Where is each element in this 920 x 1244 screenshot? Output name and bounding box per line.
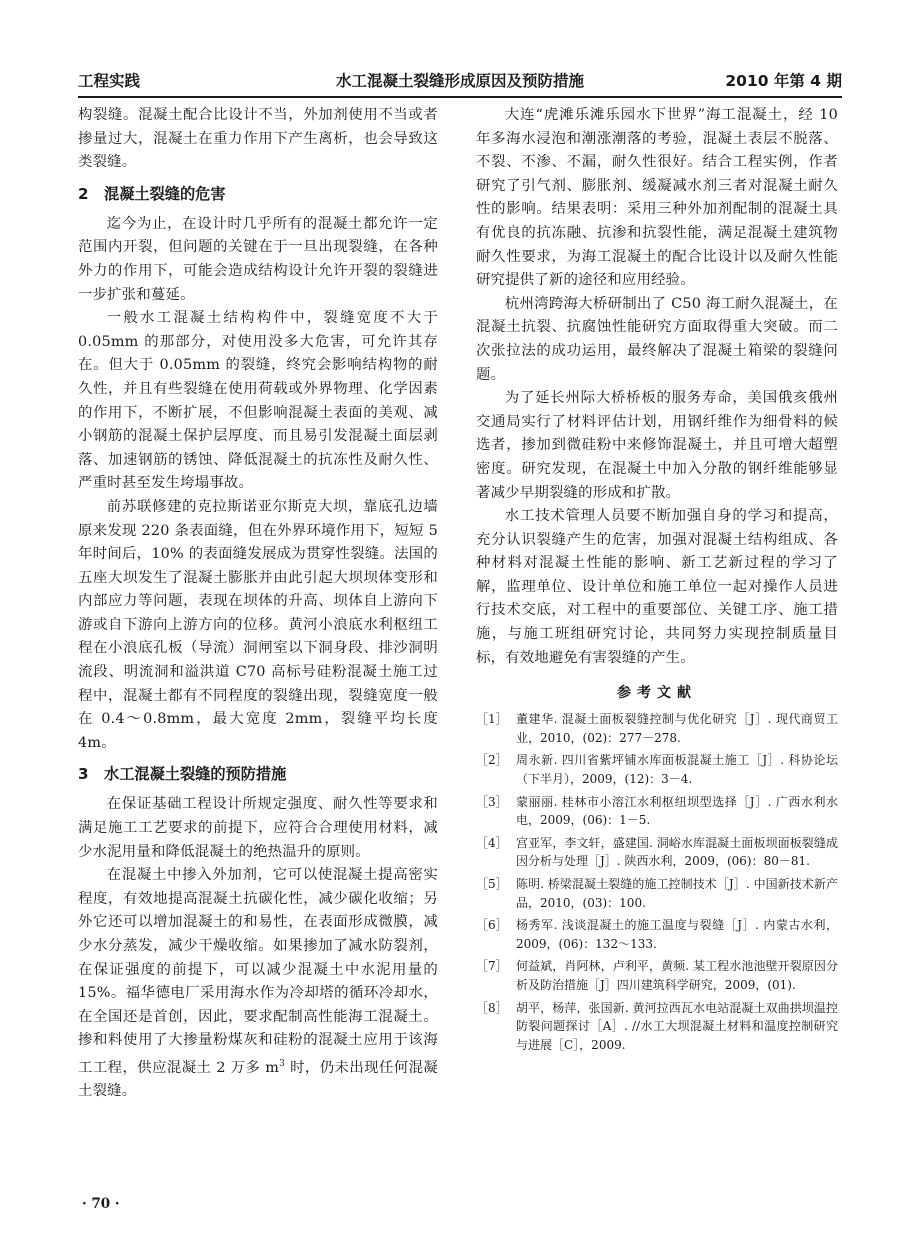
reference-text: 陈明. 桥梁混凝土裂缝的施工控制技术［J］. 中国新技术新产品，2010，(03)：100. xyxy=(516,877,838,910)
reference-item xyxy=(476,710,838,747)
references-heading: 参考文献 xyxy=(617,685,697,702)
reference-text: 蒙丽丽. 桂林市小溶江水利枢纽坝型选择［J］. 广西水利水电，2009，(06)：1－5. xyxy=(516,794,838,828)
section-title: 水工混凝土裂缝的预防措施 xyxy=(104,765,287,784)
reference-text: 董建华. 混凝土面板裂缝控制与优化研究［J］. 现代商贸工业，2010，(02)：277－278. xyxy=(516,712,838,745)
reference-number: ［4］ xyxy=(476,835,508,850)
header-title: 水工混凝土裂缝形成原因及预防措施 xyxy=(335,72,584,90)
paragraph-text: 在混凝土中掺入外加剂，它可以使混凝土提高密实程度，有效地提高混凝土抗碳化性，减少碳化收缩；另外它还可以增加混凝土的和易性，在表面形成微膜，减少水分蒸发，减少干燥收缩。如果掺加了减水防裂剂，在保证强度的前提下，可以减少混凝土中水泥用量的 15%。福华德电厂采用海水作为冷却塔的循环冷却水，在全国还是首创，因此，要求配制高性能海工混凝土。掺和料使用了大掺量粉煤灰和硅粉的混凝土应用于该海工工程，供应混凝土 2 万多 m xyxy=(78,867,438,1076)
reference-list xyxy=(476,710,838,1054)
reference-number: ［1］ xyxy=(476,712,508,727)
paragraph: 杭州湾跨海大桥研制出了 C50 海工耐久混凝土，在混凝土抗裂、抗腐蚀性能研究方面取得重大突破。而二次张拉法的成功运用，最终解决了混凝土箱梁的裂缝问题。 xyxy=(476,295,838,383)
paragraph: 在保证基础工程设计所规定强度、耐久性等要求和满足施工工艺要求的前提下，应符合合理使用材料，减少水泥用量和降低混凝土的绝热温升的原则。 xyxy=(78,796,438,860)
section-heading-2 xyxy=(78,183,438,205)
reference-number: ［5］ xyxy=(476,877,508,891)
reference-item xyxy=(476,916,838,953)
left-column xyxy=(78,104,438,1104)
reference-number: ［3］ xyxy=(476,794,508,809)
section-heading-3 xyxy=(78,763,438,785)
paragraph-tail: 时，仍未出现任何混凝土裂缝。 xyxy=(78,1059,438,1100)
section-number: 2 xyxy=(78,184,89,203)
header-section: 工程实践 xyxy=(78,72,141,90)
paragraph: 一般水工混凝土结构构件中，裂缝宽度不大于 0.05mm 的那部分，对使用没多大危害，可允许其存在。但大于 0.05mm 的裂缝，终究会影响结构物的耐久性，并且有些裂缝在使用荷载或外界物理、化学因素的作用下，不断扩展，不但影响混凝土表面的美观、减小钢筋的混凝土保护层厚度、而且易引发混凝土面层剥落、加速钢筋的锈蚀、降低混凝土的抗冻性及耐久性、严重时甚至发生垮塌事故。 xyxy=(78,310,438,492)
reference-text: 周永新. 四川省紫坪铺水库面板混凝土施工［J］. 科协论坛（下半月），2009，(12)：3－4. xyxy=(516,753,838,787)
reference-item xyxy=(476,957,838,994)
paragraph: 迄今为止，在设计时几乎所有的混凝土都允许一定范围内开裂，但问题的关键在于一旦出现裂缝，在各种外力的作用下，可能会造成结构设计允许开裂的裂缝进一步扩张和蔓延。 xyxy=(78,215,438,303)
reference-text: 杨秀军. 浅谈混凝土的施工温度与裂缝［J］. 内蒙古水利，2009，(06)：132～133. xyxy=(516,918,838,951)
reference-text: 何益斌，肖阿林，卢利平，黄频. 某工程水池池壁开裂原因分析及防治措施［J］四川建筑科学研究，2009，(01). xyxy=(516,959,838,992)
paragraph: 构裂缝。混凝土配合比设计不当，外加剂使用不当或者掺量过大，混凝土在重力作用下产生离析，也会导致这类裂缝。 xyxy=(78,107,438,171)
paragraph: 前苏联修建的克拉斯诺亚尔斯克大坝，靠底孔边墙原来发现 220 条表面缝，但在外界环境作用下，短短 5 年时间后，10% 的表面缝发展成为贯穿性裂缝。法国的五座大坝发生了混凝土膨胀并由此引起大坝坝体变形和内部应力等问题，表现在坝体的升高、坝体自上游向下游或自下游向上游方向的位移。黄河小浪底水利枢纽工程在小浪底孔板（导流）洞闸室以下洞身段、排沙洞明流段、明流洞和溢洪道 C70 高标号硅粉混凝土施工过程中，混凝土都有不同程度的裂缝出现，裂缝宽度一般在 0.4～0.8mm，最大宽度 2mm，裂缝平均长度 4m。 xyxy=(78,498,438,751)
reference-item xyxy=(476,834,838,871)
reference-text: 胡平，杨萍，张国新. 黄河拉西瓦水电站混凝土双曲拱坝温控防裂问题探讨［A］. //水工大坝混凝土材料和温度控制研究与进展［C］，2009. xyxy=(516,1000,838,1052)
running-header xyxy=(78,66,842,98)
right-column xyxy=(476,104,838,1058)
paragraph xyxy=(78,864,438,1104)
reference-item xyxy=(476,999,838,1055)
reference-number: ［8］ xyxy=(476,1000,508,1015)
reference-item xyxy=(476,793,838,830)
paragraph: 为了延长州际大桥桥板的服务寿命，美国俄亥俄州交通局实行了材料评估计划，用钢纤维作为细骨料的候选者，掺加到微硅粉中来修饰混凝土，并且可增大超塑密度。研究发现，在混凝土中加入分散的钢纤维能够显著减少早期裂缝的形成和扩散。 xyxy=(476,390,838,501)
paragraph: 水工技术管理人员要不断加强自身的学习和提高，充分认识裂缝产生的危害，加强对混凝土结构组成、各种材料对混凝土性能的影响、新工艺新过程的学习了解，监理单位、设计单位和施工单位一起对操作人员进行技术交底，对工程中的重要部位、关键工序、施工措施，与施工班组研究讨论，共同努力实现控制质量目标，有效地避免有害裂缝的产生。 xyxy=(476,508,838,666)
page-number: · 70 · xyxy=(82,1196,120,1212)
paragraph: 大连“虎滩乐滩乐园水下世界”海工混凝土，经 10 年多海水浸泡和潮涨潮落的考验，混凝土表层不脱落、不裂、不渗、不漏，耐久性很好。结合工程实例，作者研究了引气剂、膨胀剂、缓凝减水剂三者对混凝土耐久性的影响。结果表明：采用三种外加剂配制的混凝土具有优良的抗冻融、抗渗和抗裂性能，满足混凝土建筑物耐久性要求，为海工混凝土的配合比设计以及耐久性能研究提供了新的途径和应用经验。 xyxy=(476,107,838,289)
reference-item xyxy=(476,751,838,788)
reference-number: ［6］ xyxy=(476,918,508,933)
reference-number: ［7］ xyxy=(476,959,508,974)
section-number: 3 xyxy=(78,765,89,784)
reference-text: 宫亚军，李文轩，盛建国. 洞峪水库混凝土面板坝面板裂缝成因分析与处理［J］. 陕西水利，2009，(06)：80－81. xyxy=(516,835,838,869)
header-issue: 2010 年第 4 期 xyxy=(725,72,842,90)
superscript: 3 xyxy=(279,1058,286,1069)
reference-item xyxy=(476,875,838,912)
section-title: 混凝土裂缝的危害 xyxy=(104,184,226,203)
reference-number: ［2］ xyxy=(476,753,508,768)
